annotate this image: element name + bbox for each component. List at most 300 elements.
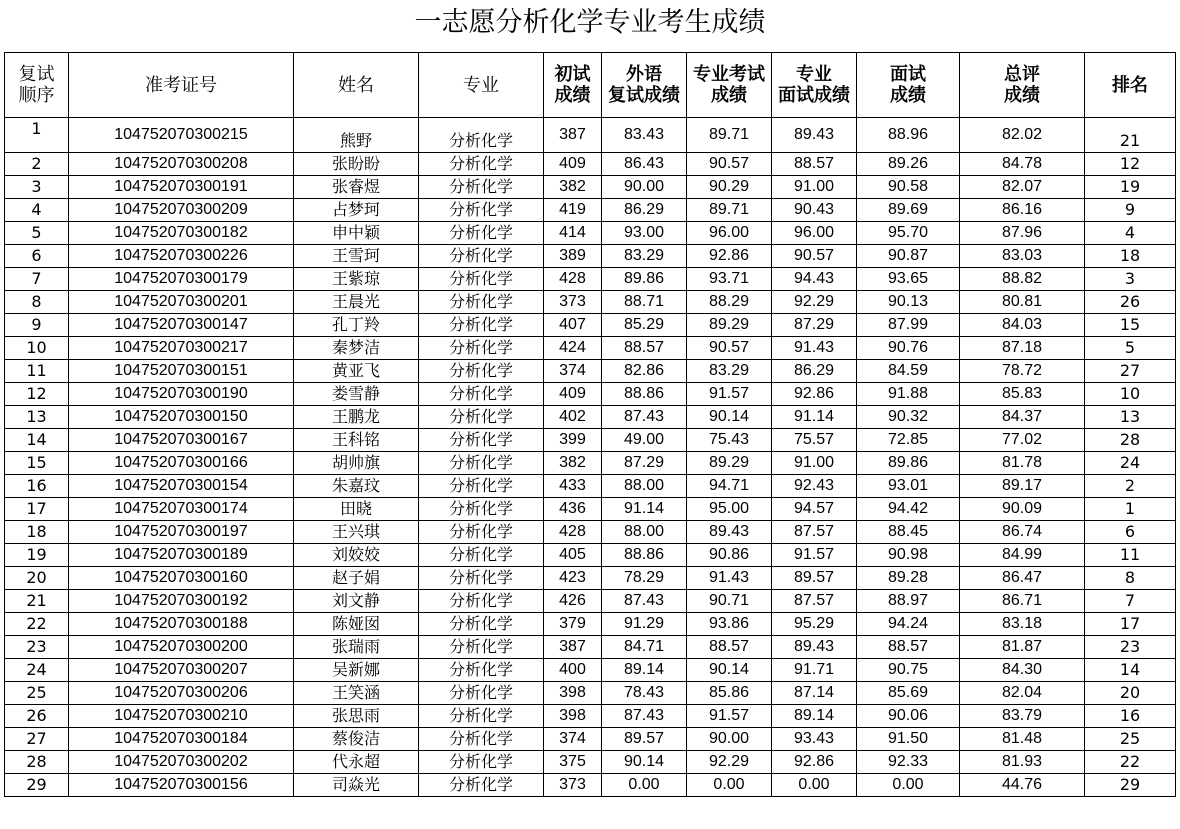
cell-professional-exam-score: 90.86 xyxy=(687,544,772,567)
cell-foreign-language-score: 83.43 xyxy=(602,118,687,153)
cell-major: 分析化学 xyxy=(419,360,544,383)
cell-exam-id: 104752070300188 xyxy=(69,613,294,636)
table-row xyxy=(5,636,1176,659)
table-row xyxy=(5,222,1176,245)
cell-interview-score: 90.76 xyxy=(857,337,960,360)
cell-initial-score: 426 xyxy=(544,590,602,613)
cell-interview-score: 84.59 xyxy=(857,360,960,383)
table-row xyxy=(5,314,1176,337)
cell-total-score: 90.09 xyxy=(960,498,1085,521)
cell-name: 张盼盼 xyxy=(294,153,419,176)
cell-seq: 23 xyxy=(5,636,69,659)
cell-name: 王雪珂 xyxy=(294,245,419,268)
cell-total-score: 86.47 xyxy=(960,567,1085,590)
cell-initial-score: 409 xyxy=(544,383,602,406)
cell-foreign-language-score: 0.00 xyxy=(602,774,687,797)
cell-initial-score: 375 xyxy=(544,751,602,774)
cell-major: 分析化学 xyxy=(419,774,544,797)
cell-seq: 21 xyxy=(5,590,69,613)
cell-professional-exam-score: 93.71 xyxy=(687,268,772,291)
cell-interview-score: 85.69 xyxy=(857,682,960,705)
cell-professional-exam-score: 89.71 xyxy=(687,199,772,222)
cell-interview-score: 90.87 xyxy=(857,245,960,268)
cell-seq: 7 xyxy=(5,268,69,291)
cell-professional-exam-score: 89.29 xyxy=(687,314,772,337)
cell-rank: 6 xyxy=(1085,521,1176,544)
cell-major: 分析化学 xyxy=(419,659,544,682)
cell-exam-id: 104752070300154 xyxy=(69,475,294,498)
cell-seq: 3 xyxy=(5,176,69,199)
cell-total-score: 87.18 xyxy=(960,337,1085,360)
cell-professional-interview-score: 91.00 xyxy=(772,452,857,475)
cell-professional-interview-score: 0.00 xyxy=(772,774,857,797)
cell-rank: 12 xyxy=(1085,153,1176,176)
cell-exam-id: 104752070300202 xyxy=(69,751,294,774)
cell-professional-interview-score: 93.43 xyxy=(772,728,857,751)
cell-professional-interview-score: 91.71 xyxy=(772,659,857,682)
cell-major: 分析化学 xyxy=(419,728,544,751)
cell-seq: 24 xyxy=(5,659,69,682)
cell-seq: 9 xyxy=(5,314,69,337)
cell-interview-score: 88.97 xyxy=(857,590,960,613)
cell-initial-score: 405 xyxy=(544,544,602,567)
cell-seq: 20 xyxy=(5,567,69,590)
cell-name: 王鹏龙 xyxy=(294,406,419,429)
cell-major: 分析化学 xyxy=(419,521,544,544)
cell-exam-id: 104752070300209 xyxy=(69,199,294,222)
cell-interview-score: 89.28 xyxy=(857,567,960,590)
cell-foreign-language-score: 87.43 xyxy=(602,406,687,429)
cell-name: 王紫琼 xyxy=(294,268,419,291)
cell-professional-interview-score: 95.29 xyxy=(772,613,857,636)
cell-interview-score: 0.00 xyxy=(857,774,960,797)
cell-foreign-language-score: 89.14 xyxy=(602,659,687,682)
header-total-score: 总评 成绩 xyxy=(960,53,1085,118)
cell-major: 分析化学 xyxy=(419,429,544,452)
cell-rank: 18 xyxy=(1085,245,1176,268)
header-major: 专业 xyxy=(419,53,544,118)
cell-name: 陈娅囡 xyxy=(294,613,419,636)
cell-professional-exam-score: 89.29 xyxy=(687,452,772,475)
cell-major: 分析化学 xyxy=(419,498,544,521)
table-row xyxy=(5,751,1176,774)
cell-seq: 26 xyxy=(5,705,69,728)
cell-major: 分析化学 xyxy=(419,406,544,429)
cell-seq: 18 xyxy=(5,521,69,544)
cell-interview-score: 90.75 xyxy=(857,659,960,682)
cell-name: 娄雪静 xyxy=(294,383,419,406)
cell-initial-score: 398 xyxy=(544,705,602,728)
cell-rank: 23 xyxy=(1085,636,1176,659)
cell-exam-id: 104752070300182 xyxy=(69,222,294,245)
table-row xyxy=(5,452,1176,475)
cell-total-score: 83.79 xyxy=(960,705,1085,728)
cell-foreign-language-score: 78.43 xyxy=(602,682,687,705)
cell-exam-id: 104752070300210 xyxy=(69,705,294,728)
cell-professional-interview-score: 91.43 xyxy=(772,337,857,360)
score-table xyxy=(4,52,1176,797)
cell-total-score: 83.18 xyxy=(960,613,1085,636)
cell-professional-exam-score: 95.00 xyxy=(687,498,772,521)
cell-seq: 13 xyxy=(5,406,69,429)
cell-interview-score: 72.85 xyxy=(857,429,960,452)
cell-total-score: 82.04 xyxy=(960,682,1085,705)
cell-name: 赵子娟 xyxy=(294,567,419,590)
cell-major: 分析化学 xyxy=(419,222,544,245)
cell-major: 分析化学 xyxy=(419,613,544,636)
cell-professional-exam-score: 90.57 xyxy=(687,337,772,360)
cell-professional-exam-score: 83.29 xyxy=(687,360,772,383)
cell-rank: 19 xyxy=(1085,176,1176,199)
table-row xyxy=(5,291,1176,314)
cell-exam-id: 104752070300208 xyxy=(69,153,294,176)
cell-name: 占梦珂 xyxy=(294,199,419,222)
cell-name: 刘文静 xyxy=(294,590,419,613)
cell-exam-id: 104752070300200 xyxy=(69,636,294,659)
cell-major: 分析化学 xyxy=(419,544,544,567)
cell-seq: 28 xyxy=(5,751,69,774)
cell-major: 分析化学 xyxy=(419,705,544,728)
cell-interview-score: 94.24 xyxy=(857,613,960,636)
cell-seq: 2 xyxy=(5,153,69,176)
cell-initial-score: 398 xyxy=(544,682,602,705)
cell-professional-exam-score: 90.00 xyxy=(687,728,772,751)
table-row xyxy=(5,544,1176,567)
cell-total-score: 86.16 xyxy=(960,199,1085,222)
cell-name: 王笑涵 xyxy=(294,682,419,705)
cell-exam-id: 104752070300156 xyxy=(69,774,294,797)
table-row xyxy=(5,659,1176,682)
cell-total-score: 81.93 xyxy=(960,751,1085,774)
cell-name: 孔丁羚 xyxy=(294,314,419,337)
cell-seq: 25 xyxy=(5,682,69,705)
cell-major: 分析化学 xyxy=(419,118,544,153)
cell-interview-score: 93.65 xyxy=(857,268,960,291)
cell-foreign-language-score: 89.86 xyxy=(602,268,687,291)
cell-total-score: 87.96 xyxy=(960,222,1085,245)
cell-interview-score: 90.32 xyxy=(857,406,960,429)
cell-major: 分析化学 xyxy=(419,636,544,659)
cell-total-score: 44.76 xyxy=(960,774,1085,797)
cell-total-score: 86.71 xyxy=(960,590,1085,613)
cell-foreign-language-score: 91.29 xyxy=(602,613,687,636)
cell-professional-exam-score: 91.57 xyxy=(687,383,772,406)
cell-interview-score: 95.70 xyxy=(857,222,960,245)
cell-interview-score: 90.98 xyxy=(857,544,960,567)
cell-seq: 19 xyxy=(5,544,69,567)
cell-exam-id: 104752070300207 xyxy=(69,659,294,682)
cell-interview-score: 94.42 xyxy=(857,498,960,521)
header-professional-interview-score: 专业 面试成绩 xyxy=(772,53,857,118)
table-row xyxy=(5,360,1176,383)
cell-seq: 5 xyxy=(5,222,69,245)
cell-rank: 17 xyxy=(1085,613,1176,636)
cell-foreign-language-score: 88.57 xyxy=(602,337,687,360)
cell-total-score: 81.87 xyxy=(960,636,1085,659)
cell-major: 分析化学 xyxy=(419,337,544,360)
cell-professional-interview-score: 87.57 xyxy=(772,521,857,544)
page-title: 一志愿分析化学专业考生成绩 xyxy=(414,7,766,38)
table-row xyxy=(5,613,1176,636)
cell-professional-interview-score: 90.43 xyxy=(772,199,857,222)
cell-total-score: 82.02 xyxy=(960,118,1085,153)
header-seq: 复试 顺序 xyxy=(5,53,69,118)
cell-exam-id: 104752070300192 xyxy=(69,590,294,613)
cell-interview-score: 87.99 xyxy=(857,314,960,337)
cell-exam-id: 104752070300191 xyxy=(69,176,294,199)
table-row xyxy=(5,268,1176,291)
cell-professional-interview-score: 86.29 xyxy=(772,360,857,383)
header-rank: 排名 xyxy=(1085,53,1176,118)
cell-total-score: 85.83 xyxy=(960,383,1085,406)
cell-professional-exam-score: 92.86 xyxy=(687,245,772,268)
cell-professional-exam-score: 90.57 xyxy=(687,153,772,176)
cell-total-score: 81.48 xyxy=(960,728,1085,751)
cell-seq: 1 xyxy=(5,118,69,153)
cell-major: 分析化学 xyxy=(419,682,544,705)
cell-professional-interview-score: 94.57 xyxy=(772,498,857,521)
cell-rank: 26 xyxy=(1085,291,1176,314)
cell-exam-id: 104752070300184 xyxy=(69,728,294,751)
header-professional-exam-score: 专业考试 成绩 xyxy=(687,53,772,118)
cell-exam-id: 104752070300179 xyxy=(69,268,294,291)
cell-interview-score: 89.26 xyxy=(857,153,960,176)
cell-foreign-language-score: 88.86 xyxy=(602,544,687,567)
cell-seq: 8 xyxy=(5,291,69,314)
cell-professional-exam-score: 88.57 xyxy=(687,636,772,659)
cell-rank: 4 xyxy=(1085,222,1176,245)
table-row xyxy=(5,383,1176,406)
cell-rank: 22 xyxy=(1085,751,1176,774)
cell-foreign-language-score: 86.43 xyxy=(602,153,687,176)
cell-total-score: 84.03 xyxy=(960,314,1085,337)
cell-exam-id: 104752070300160 xyxy=(69,567,294,590)
cell-professional-exam-score: 75.43 xyxy=(687,429,772,452)
cell-major: 分析化学 xyxy=(419,751,544,774)
cell-seq: 27 xyxy=(5,728,69,751)
cell-foreign-language-score: 88.00 xyxy=(602,475,687,498)
cell-professional-interview-score: 92.86 xyxy=(772,383,857,406)
cell-professional-exam-score: 90.14 xyxy=(687,659,772,682)
cell-foreign-language-score: 93.00 xyxy=(602,222,687,245)
cell-foreign-language-score: 91.14 xyxy=(602,498,687,521)
cell-major: 分析化学 xyxy=(419,475,544,498)
cell-name: 张思雨 xyxy=(294,705,419,728)
cell-total-score: 84.99 xyxy=(960,544,1085,567)
cell-interview-score: 90.13 xyxy=(857,291,960,314)
cell-name: 王兴琪 xyxy=(294,521,419,544)
cell-name: 代永超 xyxy=(294,751,419,774)
table-row xyxy=(5,567,1176,590)
table-row xyxy=(5,774,1176,797)
cell-initial-score: 419 xyxy=(544,199,602,222)
cell-rank: 7 xyxy=(1085,590,1176,613)
cell-total-score: 89.17 xyxy=(960,475,1085,498)
cell-professional-exam-score: 88.29 xyxy=(687,291,772,314)
cell-professional-interview-score: 91.00 xyxy=(772,176,857,199)
cell-foreign-language-score: 88.71 xyxy=(602,291,687,314)
cell-professional-interview-score: 92.43 xyxy=(772,475,857,498)
cell-initial-score: 379 xyxy=(544,613,602,636)
cell-foreign-language-score: 90.00 xyxy=(602,176,687,199)
cell-foreign-language-score: 89.57 xyxy=(602,728,687,751)
cell-foreign-language-score: 49.00 xyxy=(602,429,687,452)
cell-major: 分析化学 xyxy=(419,245,544,268)
cell-exam-id: 104752070300150 xyxy=(69,406,294,429)
cell-initial-score: 409 xyxy=(544,153,602,176)
header-name: 姓名 xyxy=(294,53,419,118)
cell-total-score: 83.03 xyxy=(960,245,1085,268)
cell-professional-interview-score: 91.14 xyxy=(772,406,857,429)
table-body xyxy=(5,118,1176,797)
cell-rank: 28 xyxy=(1085,429,1176,452)
cell-professional-exam-score: 91.43 xyxy=(687,567,772,590)
cell-rank: 10 xyxy=(1085,383,1176,406)
cell-interview-score: 90.58 xyxy=(857,176,960,199)
cell-professional-interview-score: 87.57 xyxy=(772,590,857,613)
cell-rank: 27 xyxy=(1085,360,1176,383)
cell-exam-id: 104752070300174 xyxy=(69,498,294,521)
cell-initial-score: 373 xyxy=(544,291,602,314)
cell-seq: 14 xyxy=(5,429,69,452)
cell-interview-score: 91.50 xyxy=(857,728,960,751)
cell-rank: 3 xyxy=(1085,268,1176,291)
cell-interview-score: 91.88 xyxy=(857,383,960,406)
cell-foreign-language-score: 86.29 xyxy=(602,199,687,222)
cell-initial-score: 428 xyxy=(544,521,602,544)
cell-name: 吴新娜 xyxy=(294,659,419,682)
cell-exam-id: 104752070300167 xyxy=(69,429,294,452)
cell-name: 秦梦洁 xyxy=(294,337,419,360)
cell-foreign-language-score: 87.29 xyxy=(602,452,687,475)
cell-initial-score: 374 xyxy=(544,360,602,383)
cell-interview-score: 93.01 xyxy=(857,475,960,498)
header-foreign-language-score: 外语 复试成绩 xyxy=(602,53,687,118)
cell-professional-exam-score: 89.43 xyxy=(687,521,772,544)
cell-exam-id: 104752070300197 xyxy=(69,521,294,544)
cell-name: 刘姣姣 xyxy=(294,544,419,567)
cell-professional-interview-score: 87.14 xyxy=(772,682,857,705)
cell-rank: 20 xyxy=(1085,682,1176,705)
cell-foreign-language-score: 90.14 xyxy=(602,751,687,774)
cell-exam-id: 104752070300190 xyxy=(69,383,294,406)
cell-professional-interview-score: 90.57 xyxy=(772,245,857,268)
table-row xyxy=(5,475,1176,498)
cell-professional-exam-score: 96.00 xyxy=(687,222,772,245)
cell-foreign-language-score: 84.71 xyxy=(602,636,687,659)
cell-interview-score: 89.86 xyxy=(857,452,960,475)
cell-interview-score: 92.33 xyxy=(857,751,960,774)
cell-total-score: 88.82 xyxy=(960,268,1085,291)
cell-interview-score: 88.96 xyxy=(857,118,960,153)
cell-initial-score: 400 xyxy=(544,659,602,682)
cell-professional-interview-score: 89.43 xyxy=(772,118,857,153)
cell-professional-interview-score: 89.43 xyxy=(772,636,857,659)
cell-rank: 8 xyxy=(1085,567,1176,590)
cell-rank: 21 xyxy=(1085,118,1176,153)
cell-rank: 14 xyxy=(1085,659,1176,682)
cell-foreign-language-score: 82.86 xyxy=(602,360,687,383)
table-row xyxy=(5,406,1176,429)
cell-major: 分析化学 xyxy=(419,452,544,475)
cell-major: 分析化学 xyxy=(419,567,544,590)
cell-rank: 11 xyxy=(1085,544,1176,567)
table-row xyxy=(5,429,1176,452)
cell-initial-score: 382 xyxy=(544,452,602,475)
cell-total-score: 84.30 xyxy=(960,659,1085,682)
cell-exam-id: 104752070300147 xyxy=(69,314,294,337)
table-row xyxy=(5,176,1176,199)
cell-foreign-language-score: 88.86 xyxy=(602,383,687,406)
cell-seq: 22 xyxy=(5,613,69,636)
cell-seq: 16 xyxy=(5,475,69,498)
cell-professional-exam-score: 93.86 xyxy=(687,613,772,636)
cell-total-score: 77.02 xyxy=(960,429,1085,452)
cell-initial-score: 407 xyxy=(544,314,602,337)
cell-name: 黄亚飞 xyxy=(294,360,419,383)
cell-foreign-language-score: 88.00 xyxy=(602,521,687,544)
cell-major: 分析化学 xyxy=(419,314,544,337)
cell-initial-score: 389 xyxy=(544,245,602,268)
cell-initial-score: 424 xyxy=(544,337,602,360)
table-row xyxy=(5,337,1176,360)
cell-rank: 24 xyxy=(1085,452,1176,475)
cell-initial-score: 382 xyxy=(544,176,602,199)
cell-name: 熊野 xyxy=(294,118,419,153)
cell-major: 分析化学 xyxy=(419,291,544,314)
cell-rank: 1 xyxy=(1085,498,1176,521)
cell-seq: 29 xyxy=(5,774,69,797)
cell-professional-exam-score: 0.00 xyxy=(687,774,772,797)
cell-professional-interview-score: 92.29 xyxy=(772,291,857,314)
cell-interview-score: 89.69 xyxy=(857,199,960,222)
cell-initial-score: 414 xyxy=(544,222,602,245)
cell-total-score: 84.78 xyxy=(960,153,1085,176)
cell-exam-id: 104752070300226 xyxy=(69,245,294,268)
table-row xyxy=(5,521,1176,544)
cell-professional-interview-score: 92.86 xyxy=(772,751,857,774)
cell-interview-score: 88.45 xyxy=(857,521,960,544)
header-initial-score: 初试 成绩 xyxy=(544,53,602,118)
cell-professional-interview-score: 89.57 xyxy=(772,567,857,590)
header-interview-score: 面试 成绩 xyxy=(857,53,960,118)
cell-interview-score: 88.57 xyxy=(857,636,960,659)
cell-major: 分析化学 xyxy=(419,383,544,406)
cell-rank: 29 xyxy=(1085,774,1176,797)
cell-professional-interview-score: 89.14 xyxy=(772,705,857,728)
cell-professional-exam-score: 91.57 xyxy=(687,705,772,728)
cell-initial-score: 436 xyxy=(544,498,602,521)
cell-initial-score: 374 xyxy=(544,728,602,751)
cell-professional-interview-score: 88.57 xyxy=(772,153,857,176)
cell-rank: 15 xyxy=(1085,314,1176,337)
cell-exam-id: 104752070300201 xyxy=(69,291,294,314)
cell-name: 朱嘉玟 xyxy=(294,475,419,498)
cell-exam-id: 104752070300206 xyxy=(69,682,294,705)
cell-foreign-language-score: 87.43 xyxy=(602,705,687,728)
cell-rank: 2 xyxy=(1085,475,1176,498)
cell-name: 张睿煜 xyxy=(294,176,419,199)
cell-initial-score: 387 xyxy=(544,636,602,659)
cell-major: 分析化学 xyxy=(419,176,544,199)
cell-professional-interview-score: 91.57 xyxy=(772,544,857,567)
cell-professional-exam-score: 92.29 xyxy=(687,751,772,774)
cell-exam-id: 104752070300166 xyxy=(69,452,294,475)
cell-name: 王科铭 xyxy=(294,429,419,452)
cell-seq: 6 xyxy=(5,245,69,268)
cell-name: 申中颖 xyxy=(294,222,419,245)
cell-foreign-language-score: 83.29 xyxy=(602,245,687,268)
